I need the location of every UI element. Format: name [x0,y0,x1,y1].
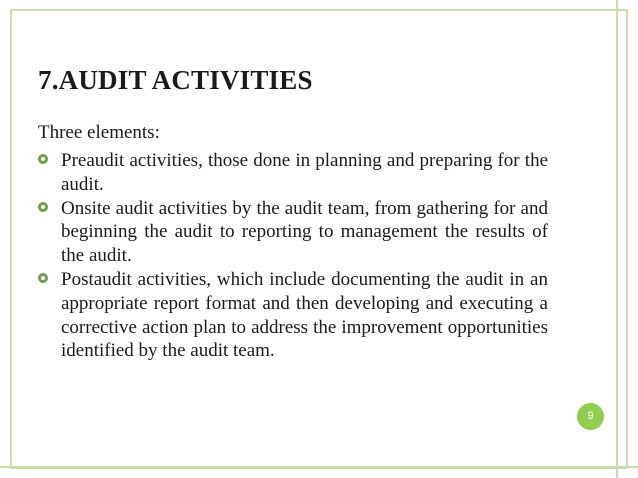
ring-bullet-icon [38,154,48,164]
bullet-item [38,149,548,197]
bullet-text: Onsite audit activities by the audit team, from gathering for and beginning the audit to reporting to management the results of the audit. [61,197,548,267]
bullet-list [38,149,548,363]
ring-bullet-icon [38,273,48,283]
page-number-badge: 9 [577,403,604,430]
frame-stripe-bottom [0,466,638,468]
bullet-item [38,268,548,363]
bullet-item [38,197,548,268]
intro-text: Three elements: [38,122,160,143]
frame-stripe-right [616,0,618,478]
slide-title: 7.AUDIT ACTIVITIES [38,65,313,95]
bullet-text: Postaudit activities, which include documenting the audit in an appropriate report format and then developing and executing a corrective action plan to address the improvement opportunities identified by the audit team. [61,268,548,362]
ring-bullet-icon [38,202,48,212]
bullet-text: Preaudit activities, those done in planning and preparing for the audit. [61,150,548,195]
